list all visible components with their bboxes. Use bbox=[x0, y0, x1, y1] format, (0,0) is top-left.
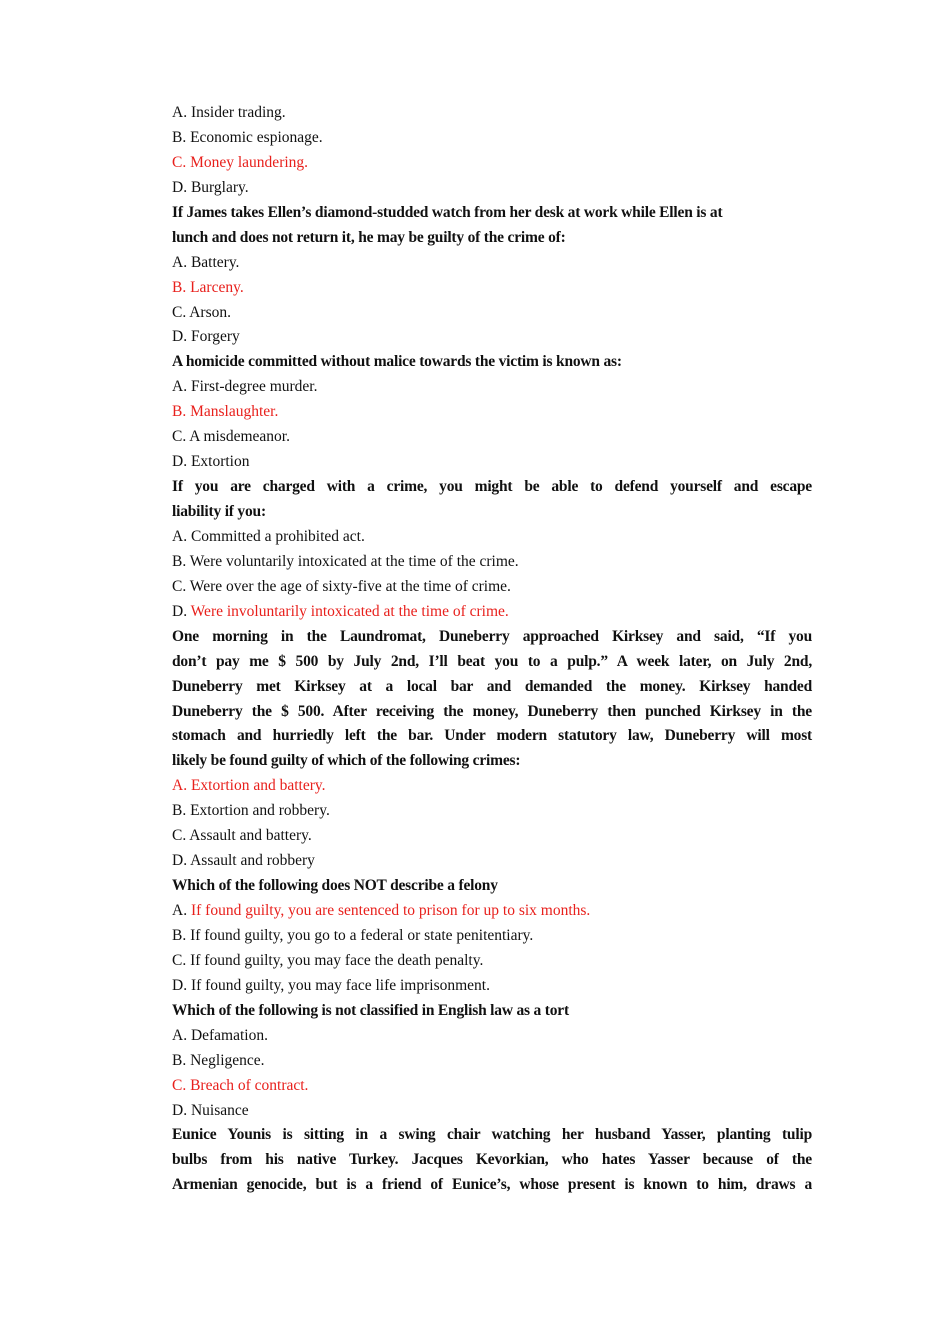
question-text-line: One morning in the Laundromat, Duneberry approached Kirksey and said, “If you bbox=[172, 627, 812, 645]
option-text: If found guilty, you are sentenced to prison for up to six months. bbox=[190, 902, 591, 919]
answer-option: D. Forgery bbox=[172, 328, 240, 346]
question-text-line: If you are charged with a crime, you might be able to defend yourself and escape bbox=[172, 478, 812, 496]
answer-option: D. Burglary. bbox=[172, 178, 249, 196]
question-text-line: Which of the following does NOT describe a felony bbox=[172, 877, 498, 895]
answer-option-correct: C. Breach of contract. bbox=[172, 1076, 309, 1094]
answer-option: C. Were over the age of sixty-five at the time of crime. bbox=[172, 577, 511, 595]
answer-option: D. Assault and robbery bbox=[172, 852, 315, 870]
question-text-line: A homicide committed without malice towards the victim is known as: bbox=[172, 353, 622, 371]
option-letter: A. bbox=[172, 902, 191, 919]
answer-option-correct: A. Extortion and battery. bbox=[172, 777, 326, 795]
answer-option: A. Insider trading. bbox=[172, 104, 286, 121]
answer-option: A. Defamation. bbox=[172, 1026, 268, 1044]
answer-option: B. Were voluntarily intoxicated at the time of the crime. bbox=[172, 552, 519, 570]
question-text-line: likely be found guilty of which of the following crimes: bbox=[172, 752, 521, 770]
answer-option: B. Negligence. bbox=[172, 1051, 265, 1069]
answer-option: C. Arson. bbox=[172, 303, 231, 321]
question-text-line: bulbs from his native Turkey. Jacques Kevorkian, who hates Yasser because of the bbox=[172, 1151, 812, 1169]
answer-option-correct bbox=[172, 899, 812, 924]
question-text-line: Which of the following is not classified in English law as a tort bbox=[172, 1001, 569, 1019]
option-letter: D. bbox=[172, 602, 191, 620]
question-text-line: Armenian genocide, but is a friend of Eunice’s, whose present is known to him, draws a bbox=[172, 1176, 812, 1194]
question-text-line: stomach and hurriedly left the bar. Under modern statutory law, Duneberry will most bbox=[172, 727, 812, 745]
answer-option-correct: B. Larceny. bbox=[172, 278, 244, 296]
answer-option-correct bbox=[172, 600, 812, 625]
answer-option: D. Nuisance bbox=[172, 1101, 249, 1119]
answer-option: C. If found guilty, you may face the death penalty. bbox=[172, 951, 484, 969]
answer-option-correct: C. Money laundering. bbox=[172, 153, 309, 171]
answer-option-correct: B. Manslaughter. bbox=[172, 403, 279, 421]
answer-option: A. Battery. bbox=[172, 253, 240, 271]
answer-option: A. Committed a prohibited act. bbox=[172, 527, 365, 545]
answer-option: B. Extortion and robbery. bbox=[172, 802, 330, 820]
answer-option: B. If found guilty, you go to a federal or state penitentiary. bbox=[172, 926, 534, 944]
option-text: Were involuntarily intoxicated at the time of crime. bbox=[190, 602, 509, 620]
question-text-line: lunch and does not return it, he may be guilty of the crime of: bbox=[172, 228, 566, 246]
question-text-line: Duneberry the $ 500. After receiving the money, Duneberry then punched Kirksey in the bbox=[172, 702, 812, 720]
answer-option: A. First-degree murder. bbox=[172, 378, 318, 396]
question-text-line: don’t pay me $ 500 by July 2nd, I’ll beat you to a pulp.” A week later, on July 2nd, bbox=[172, 652, 812, 670]
answer-option: C. A misdemeanor. bbox=[172, 428, 290, 446]
answer-option: D. Extortion bbox=[172, 453, 250, 471]
answer-option: B. Economic espionage. bbox=[172, 128, 323, 146]
document-page bbox=[172, 101, 812, 1198]
question-text-line: liability if you: bbox=[172, 503, 266, 520]
question-text-line: Eunice Younis is sitting in a swing chair watching her husband Yasser, planting tulip bbox=[172, 1126, 812, 1144]
answer-option: D. If found guilty, you may face life imprisonment. bbox=[172, 976, 490, 994]
answer-option: C. Assault and battery. bbox=[172, 827, 312, 845]
question-text-line: If James takes Ellen’s diamond-studded watch from her desk at work while Ellen is at bbox=[172, 203, 723, 221]
question-text-line: Duneberry met Kirksey at a local bar and demanded the money. Kirksey handed bbox=[172, 677, 812, 695]
